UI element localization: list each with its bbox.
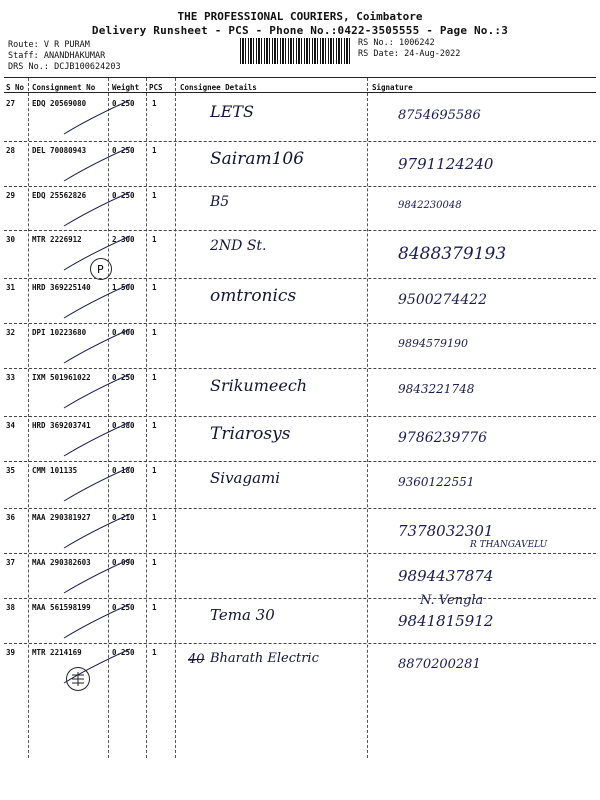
row-weight: 0.400 [112, 328, 135, 337]
row-consignee: Triarosys [210, 424, 291, 444]
row-consignment-no: CMM 101135 [32, 466, 78, 475]
barcode [240, 38, 350, 64]
row-pcs: 1 [152, 235, 157, 244]
row-sno: 39 [6, 648, 16, 657]
row-pcs: 1 [152, 191, 157, 200]
row-consignment-no: MAA 290382603 [32, 558, 91, 567]
row-separator [4, 186, 596, 187]
row-pcs: 1 [152, 513, 157, 522]
row-sno: 36 [6, 513, 16, 522]
row-consignment-no: EDQ 20569080 [32, 99, 87, 108]
row-separator [4, 508, 596, 509]
row-sno: 30 [6, 235, 16, 244]
row-weight: 2.300 [112, 235, 135, 244]
row-pcs: 1 [152, 99, 157, 108]
row-separator [4, 368, 596, 369]
rs-date-line: RS Date: 24-Aug-2022 [358, 49, 461, 59]
row-weight: 1.500 [112, 283, 135, 292]
row-consignee: 2ND St. [210, 238, 267, 254]
row-sno: 28 [6, 146, 16, 155]
row-sno: 37 [6, 558, 16, 567]
row-pcs: 1 [152, 283, 157, 292]
row-sno: 34 [6, 421, 16, 430]
col-weight: Weight [112, 83, 140, 92]
circle-mark [90, 258, 112, 280]
route-value: V R PURAM [43, 40, 90, 50]
row-consignee: LETS [210, 102, 254, 121]
row-signature: 9842230048 [398, 200, 462, 211]
seal-mark [66, 667, 90, 691]
row-signature: 9791124240 [398, 155, 494, 173]
row-separator [4, 416, 596, 417]
route-line: Route: V R PURAM [8, 40, 90, 50]
row-pcs: 1 [152, 328, 157, 337]
row-sno: 31 [6, 283, 16, 292]
row-consignee: Sairam106 [210, 149, 305, 169]
row-consignment-no: EDQ 25562826 [32, 191, 87, 200]
col-divider [175, 78, 176, 758]
page-title: THE PROFESSIONAL COURIERS, Coimbatore [177, 10, 423, 23]
row-pcs: 1 [152, 603, 157, 612]
row39-struck-number: 40 [188, 652, 205, 667]
row-weight: 0.250 [112, 191, 135, 200]
col-signature: Signature [372, 83, 413, 92]
row-consignment-no: HRD 369225140 [32, 283, 91, 292]
row-consignee: omtronics [210, 286, 297, 306]
row-pcs: 1 [152, 421, 157, 430]
row-weight: 0.180 [112, 466, 135, 475]
row-weight: 0.250 [112, 603, 135, 612]
row-separator [4, 141, 596, 142]
row-sno: 29 [6, 191, 16, 200]
row-signature: 9786239776 [398, 430, 488, 446]
row-pcs: 1 [152, 648, 157, 657]
rs-date-value: 24-Aug-2022 [404, 49, 461, 59]
row-consignment-no: HRD 369203741 [32, 421, 91, 430]
row-separator [4, 598, 596, 599]
row-pcs: 1 [152, 558, 157, 567]
rs-no-line: RS No.: 1006242 [358, 38, 435, 48]
col-consignment: Consignment No [32, 83, 96, 92]
row-weight: 0.250 [112, 373, 135, 382]
row-sno: 35 [6, 466, 16, 475]
row-weight: 0.250 [112, 648, 135, 657]
row-consignee: Tema 30 [210, 606, 275, 624]
row-consignment-no: MTR 2214169 [32, 648, 82, 657]
drs-line: DRS No.: DCJB100624203 [8, 62, 121, 72]
col-divider [28, 78, 29, 758]
header-rule-bottom [4, 92, 596, 93]
row-pcs: 1 [152, 466, 157, 475]
row-separator [4, 461, 596, 462]
row-sno: 27 [6, 99, 16, 108]
row-consignment-no: MTR 2226912 [32, 235, 82, 244]
staff-value: ANANDHAKUMAR [43, 51, 106, 61]
row-weight: 0.210 [112, 513, 135, 522]
row-consignee: B5 [210, 194, 230, 210]
row-consignee: Sivagami [210, 469, 281, 487]
row-separator [4, 323, 596, 324]
row-sno: 33 [6, 373, 16, 382]
row-consignee: Bharath Electric [210, 651, 319, 666]
col-sno: S No [6, 83, 25, 92]
row37-signatory: N. Vengla [420, 593, 484, 608]
row-signature: 9894437874 [398, 567, 494, 585]
row-signature: 8488379193 [398, 244, 507, 264]
row-separator [4, 553, 596, 554]
rs-no-value: 1006242 [398, 38, 435, 48]
row-consignment-no: MAA 561598199 [32, 603, 91, 612]
row-signature: 7378032301 [398, 522, 494, 540]
col-divider [108, 78, 109, 758]
header-rule-top [4, 77, 596, 78]
staff-line: Staff: ANANDHAKUMAR [8, 51, 106, 61]
row-signature: 8870200281 [398, 657, 481, 672]
row-signature: 9843221748 [398, 382, 475, 396]
row-separator [4, 230, 596, 231]
row-signature: 8754695586 [398, 108, 481, 123]
row-consignment-no: IXM 501961022 [32, 373, 91, 382]
row-signature: 9360122551 [398, 475, 475, 489]
page-subtitle: Delivery Runsheet - PCS - Phone No.:0422-3505555 - Page No.:3 [91, 24, 509, 37]
col-consignee: Consignee Details [180, 83, 257, 92]
row-weight: 0.250 [112, 146, 135, 155]
row-signature: 9500274422 [398, 292, 488, 308]
row-consignment-no: DEL 70080943 [32, 146, 87, 155]
row-weight: 0.090 [112, 558, 135, 567]
col-divider [367, 78, 368, 758]
col-pcs: PCS [149, 83, 163, 92]
row-signature: 9841815912 [398, 612, 494, 630]
row-weight: 0.380 [112, 421, 135, 430]
row-sno: 38 [6, 603, 16, 612]
row-signature: 9894579190 [398, 337, 468, 350]
row-consignment-no: MAA 290381927 [32, 513, 91, 522]
row-weight: 0.250 [112, 99, 135, 108]
row-pcs: 1 [152, 373, 157, 382]
svg-text:P: P [97, 263, 104, 276]
row36-signatory: R THANGAVELU [470, 540, 548, 550]
row-separator [4, 643, 596, 644]
row-consignment-no: DPI 10223680 [32, 328, 87, 337]
row-pcs: 1 [152, 146, 157, 155]
row-sno: 32 [6, 328, 16, 337]
col-divider [146, 78, 147, 758]
drs-value: DCJB100624203 [54, 62, 121, 72]
row-consignee: Srikumeech [210, 376, 308, 395]
